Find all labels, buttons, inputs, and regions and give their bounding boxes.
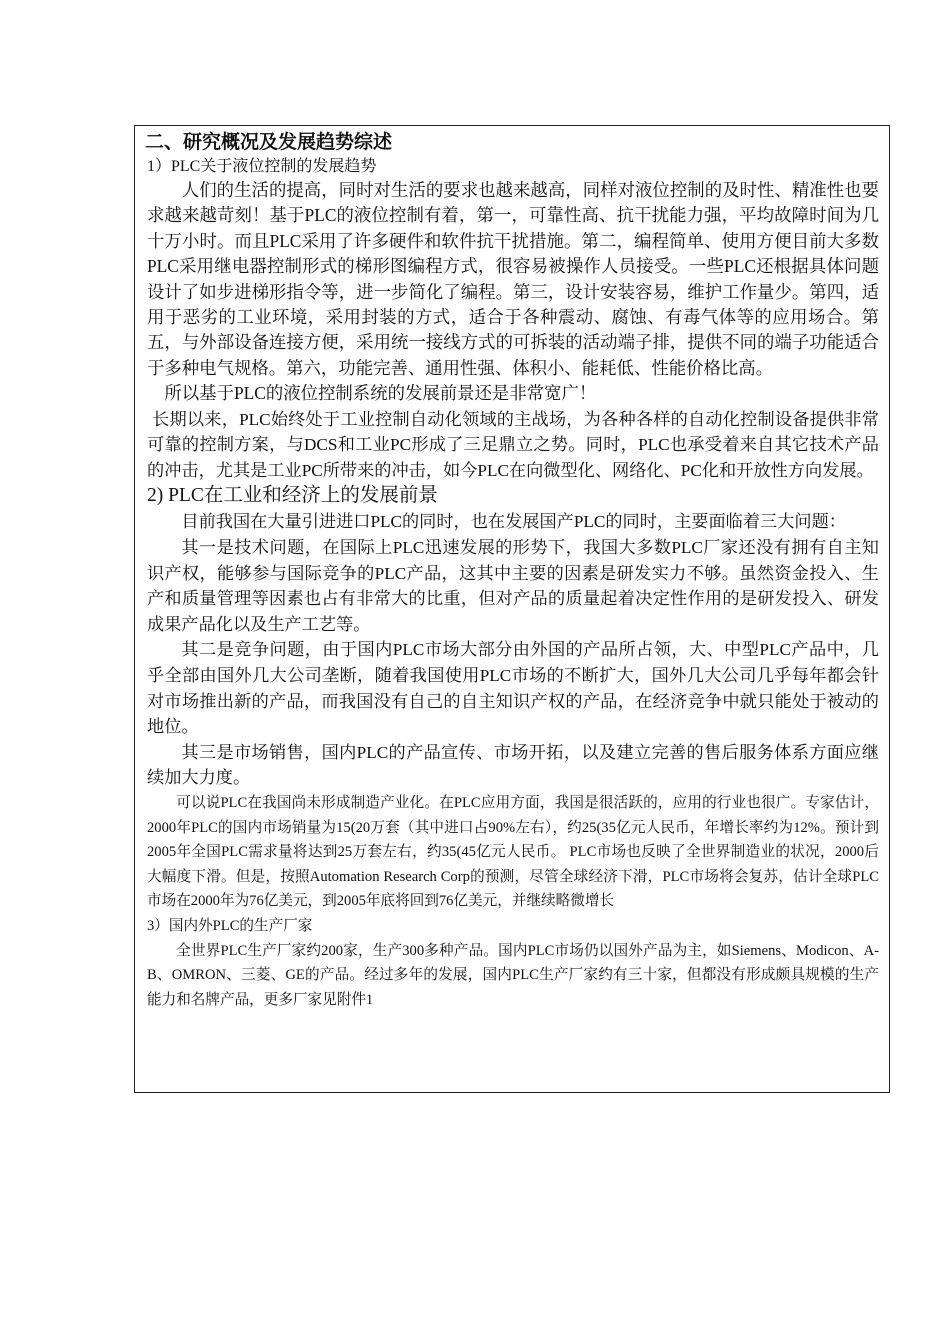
paragraph-market-estimate: 可以说PLC在我国尚未形成制造产业化。在PLC应用方面，我国是很活跃的，应用的行业也很广。专家估计，2000年PLC的国内市场销量为15(20万套（其中进口占90%左右），约25(35亿元人民币，年增长率约为12%。预计到2005年全国PLC需求量将达到25万套左右，约35(45亿元人民币。 PLC市场也反映了全世界制造业的状况，2000后大幅度下滑。但是，按照Automation Research Corp的预测，尽管全球经济下滑，PLC市场将会复苏，估计全球PLC市场在2000年为76亿美元，到2005年底将回到76亿美元，并继续略微增长 — [147, 794, 879, 910]
paragraph-conclusion: 所以基于PLC的液位控制系统的发展前景还是非常宽广！ — [164, 383, 597, 404]
paragraph-manufacturers: 全世界PLC生产厂家约200家，生产300多种产品。国内PLC市场仍以国外产品为主，如Siemens、Modicon、A-B、OMRON、三菱、GE的产品。经过多年的发展，国内PLC生产厂家约有三十家，但都没有形成颇具规模的生产能力和名牌产品，更多厂家见附件1 — [147, 942, 879, 1008]
paragraph-three-problems-intro: 目前我国在大量引进进口PLC的同时，也在发展国产PLC的同时，主要面临着三大问题： — [181, 512, 846, 532]
paragraph-plc-history: 长期以来，PLC始终处于工业控制自动化领域的主战场，为各种各样的自动化控制设备提供非常可靠的控制方案，与DCS和工业PC形成了三足鼎立之势。同时，PLC也承受着来自其它技术产品的冲击，尤其是工业PC所带来的冲击，如今PLC在向微型化、网络化、PC化和开放性方向发展。 — [147, 409, 879, 480]
paragraph-problem-marketing: 其三是市场销售，国内PLC的产品宣传、市场开拓，以及建立完善的售后服务体系方面应继续加大力度。 — [147, 742, 879, 788]
section-heading: 二、研究概况及发展趋势综述 — [145, 132, 393, 153]
research-overview-section — [134, 125, 890, 1093]
paragraph-problem-technology: 其一是技术问题，在国际上PLC迅速发展的形势下，我国大多数PLC厂家还没有拥有自主知识产权，能够参与国际竞争的PLC产品，这其中主要的因素是研发实力不够。虽然资金投入、生产和质量管理等因素也占有非常大的比重，但对产品的质量起着决定性作用的是研发投入、研发成果产品化以及生产工艺等。 — [147, 538, 879, 634]
subheading-plc-level-control: 1）PLC关于液位控制的发展趋势 — [147, 158, 377, 175]
paragraph-problem-competition: 其二是竞争问题，由于国内PLC市场大部分由外国的产品所占领，大、中型PLC产品中，几乎全部由国外几大公司垄断，随着我国使用PLC市场的不断扩大，国外几大公司几乎每年都会针对市场推出新的产品，而我国没有自己的自主知识产权的产品，在经济竞争中就只能处于被动的地位。 — [147, 640, 879, 737]
subheading-manufacturers: 3）国内外PLC的生产厂家 — [147, 917, 313, 934]
paragraph-advantages: 人们的生活的提高，同时对生活的要求也越来越高，同样对液位控制的及时性、精准性也要求越来越苛刻！基于PLC的液位控制有着，第一，可靠性高、抗干扰能力强，平均故障时间为几十万小时。而且PLC采用了许多硬件和软件抗干扰措施。第二，编程简单、使用方便目前大多数PLC采用继电器控制形式的梯形图编程方式，很容易被操作人员接受。一些PLC还根据具体问题设计了如步进梯形指令等，进一步简化了编程。第三，设计安装容易，维护工作量少。第四，适用于恶劣的工业环境，采用封装的方式，适合于各种震动、腐蚀、有毒气体等的应用场合。第五，与外部设备连接方便，采用统一接线方式的可拆装的活动端子排，提供不同的端子功能适合于多种电气规格。第六，功能完善、通用性强、体积小、能耗低、性能价格比高。 — [147, 180, 879, 378]
subheading-industry-prospects: 2) PLC在工业和经济上的发展前景 — [147, 485, 438, 507]
